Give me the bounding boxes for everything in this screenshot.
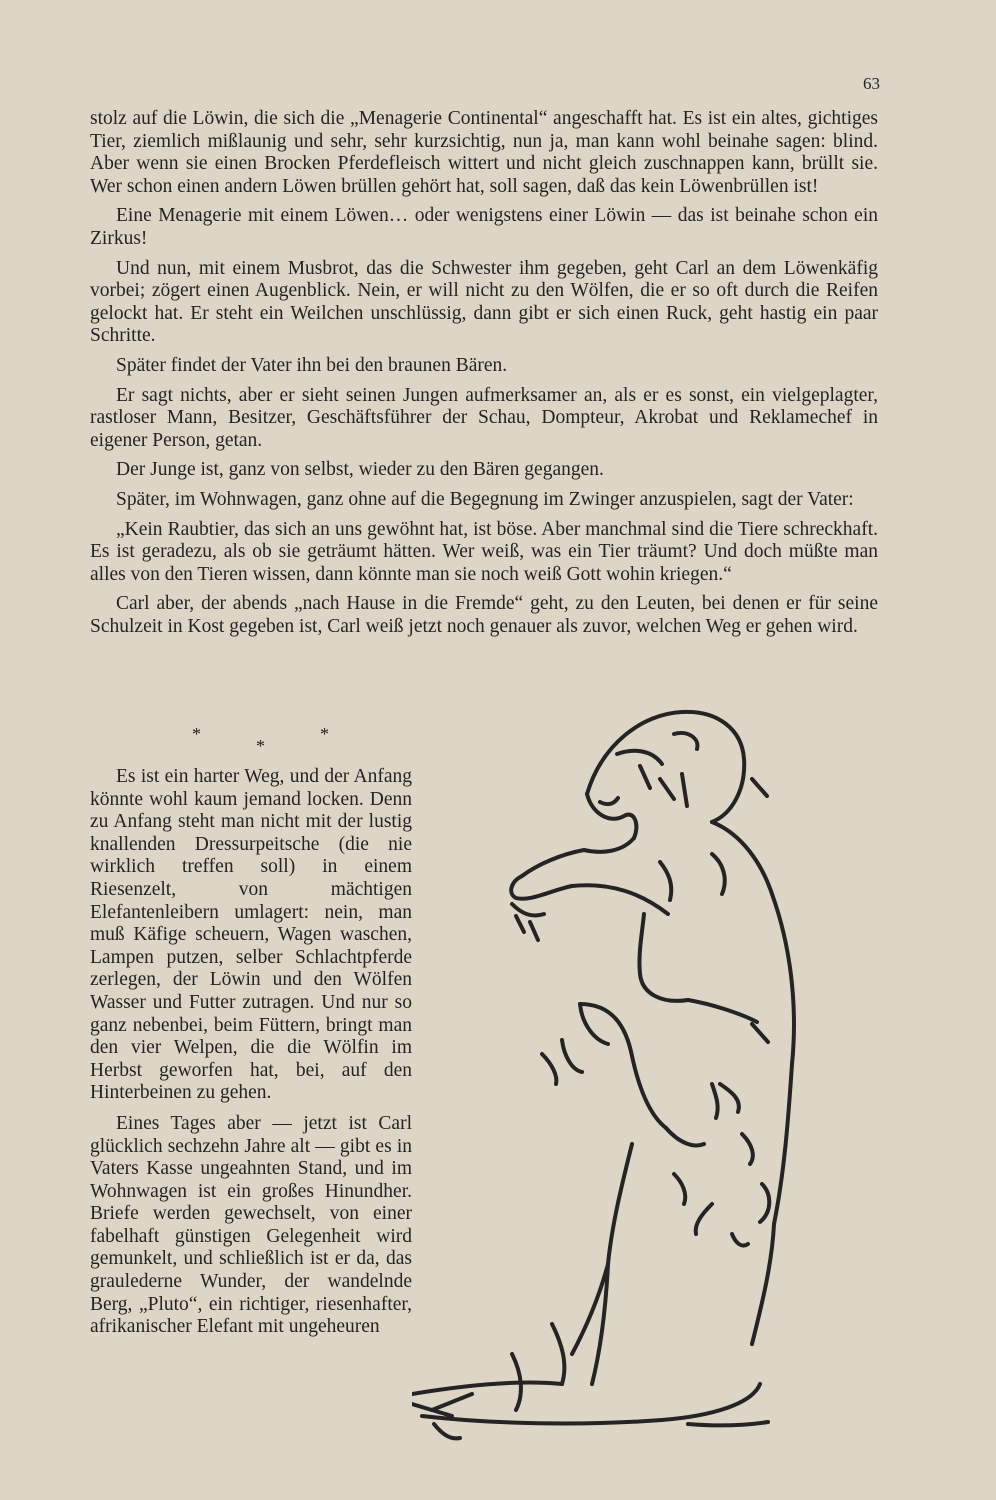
paragraph: Eine Menagerie mit einem Löwen… oder wenigstens einer Löwin — das ist beinahe schon ein Zirkus! (90, 205, 878, 249)
paragraph: stolz auf die Löwin, die sich die „Menagerie Continental“ angeschafft hat. Es ist ein altes, gichtiges Tier, ziemlich mißlaunig und sehr, sehr kurzsichtig, nun ja, man kann wohl beinahe sagen: blind. Aber wenn sie einen Brocken Pferdefleisch wittert und nicht gleich zuschnappen kann, brüllt sie. Wer schon einen andern Löwen brüllen gehört hat, soll sagen, daß das kein Löwenbrüllen ist! (90, 108, 878, 197)
paragraph: Carl aber, der abends „nach Hause in die Fremde“ geht, zu den Leuten, bei denen er für seine Schulzeit in Kost gegeben ist, Carl weiß jetzt noch genauer als zuvor, welchen Weg er gehen wird. (90, 593, 878, 637)
upper-text-block (90, 108, 878, 645)
asterisk: * (192, 724, 201, 744)
paragraph: „Kein Raubtier, das sich an uns gewöhnt hat, ist böse. Aber manchmal sind die Tiere schreckhaft. Es ist geradezu, als ob sie geträumt hätten. Wer weiß, was ein Tier träumt? Und doch müßte man alles von den Tieren wissen, dann könnte man sie noch weiß Gott wohin kriegen.“ (90, 518, 878, 585)
lioness-sketch-icon (412, 704, 898, 1444)
section-separator (180, 724, 350, 764)
paragraph: Und nun, mit einem Musbrot, das die Schwester ihm gegeben, geht Carl an dem Löwenkäfig vorbei; zögert einen Augenblick. Nein, er will nicht zu den Wölfen, die er so oft durch die Reifen gelockt hat. Er steht ein Weilchen unschlüssig, dann gibt er sich einen Ruck, geht hastig ein paar Schritte. (90, 257, 878, 347)
paragraph: Eines Tages aber — jetzt ist Carl glücklich sechzehn Jahre alt — gibt es in Vaters Kasse ungeahnten Stand, und im Wohnwagen ist ein großes Hinundher. Briefe werden gewechselt, von einer fabelhaft günstigen Gelegenheit wird gemunkelt, und schließlich ist er da, das graulederne Wunder, der wandelnde Berg, „Pluto“, ein richtiger, riesenhafter, afrikanischer Elefant mit ungeheuren (90, 1112, 412, 1338)
paragraph: Später, im Wohnwagen, ganz ohne auf die Begegnung im Zwinger anzuspielen, sagt der Vater: (116, 488, 854, 510)
paragraph: Er sagt nichts, aber er sieht seinen Jungen aufmerksamer an, als er es sonst, ein vielgeplagter, rastloser Mann, Besitzer, Geschäftsführer der Schau, Dompteur, Akrobat und Reklamechef in eigener Person, getan. (90, 384, 878, 451)
lower-text-column (90, 766, 412, 1347)
paragraph: Es ist ein harter Weg, und der Anfang könnte wohl kaum jemand locken. Denn zu Anfang steht man nicht mit der lustig knallenden Dressurpeitsche (die nie wirklich treffen soll) in einem Riesenzelt, von mächtigen Elefantenleibern umlagert: nein, man muß Käfige scheuern, Wagen waschen, Lampen putzen, selber Schlachtpferde zerlegen, der Löwin und den Wölfen Wasser und Futter zutragen. Und nur so ganz nebenbei, beim Füttern, bringt man den vier Welpen, die die Wölfin im Herbst geworfen hat, bei, auf den Hinterbeinen zu gehen. (90, 766, 412, 1104)
page-number: 63 (863, 74, 880, 93)
paragraph: Später findet der Vater ihn bei den braunen Bären. (116, 354, 508, 376)
paragraph: Der Junge ist, ganz von selbst, wieder zu den Bären gegangen. (116, 459, 604, 481)
asterisk: * (256, 736, 265, 756)
asterisk: * (320, 724, 329, 744)
